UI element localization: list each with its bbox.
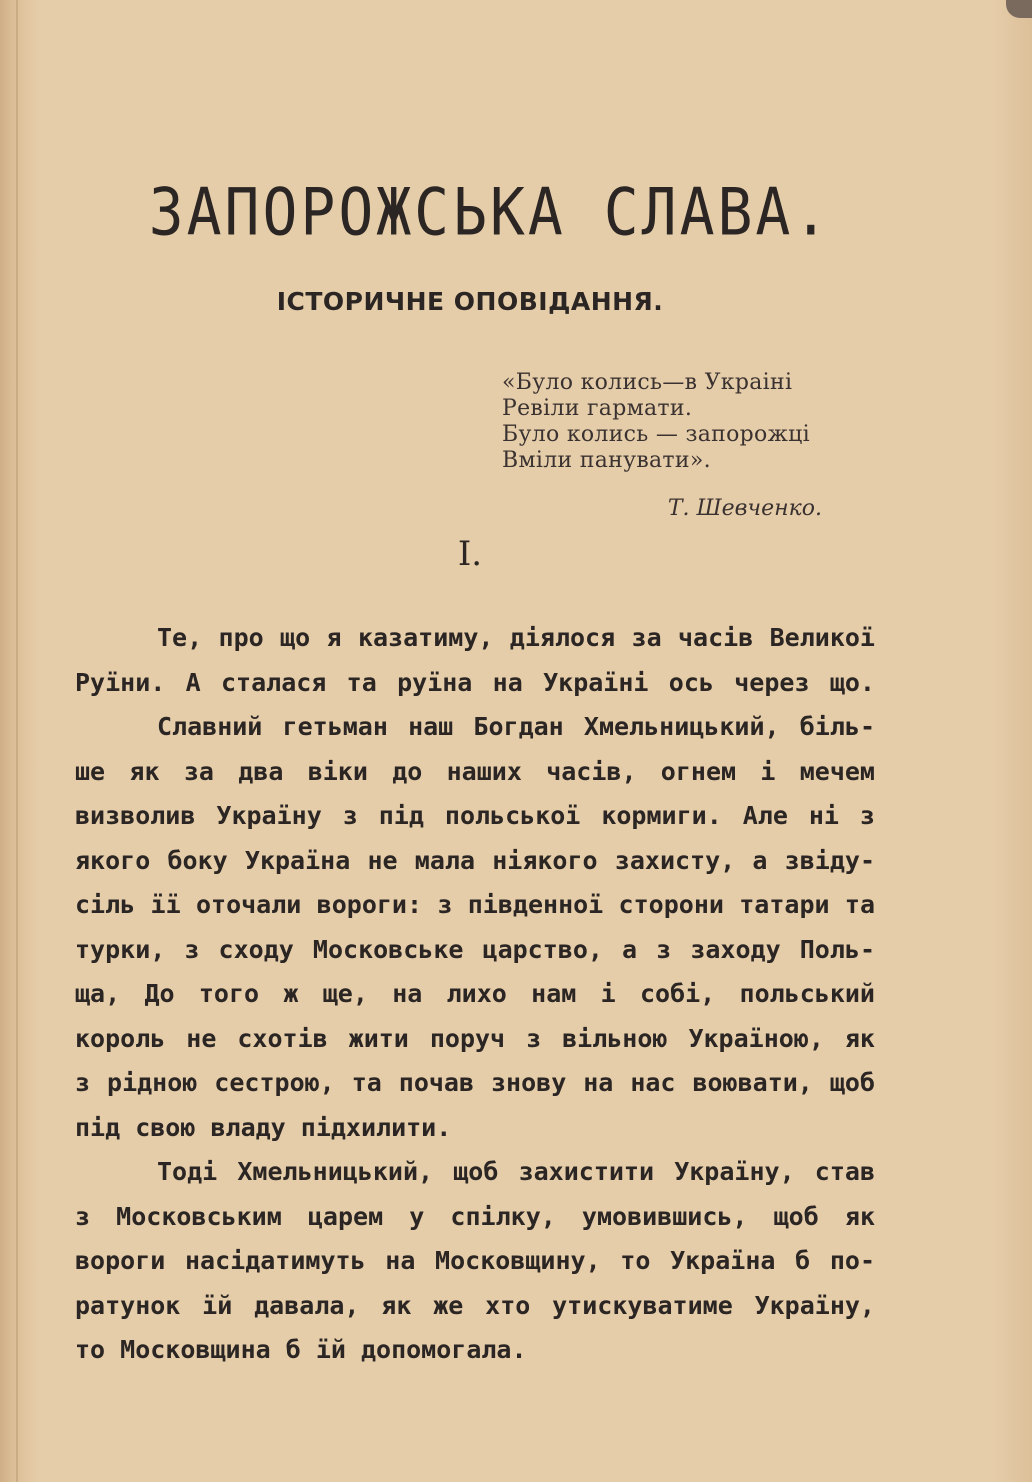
text-line: Тоді Хмельницький, щоб захистити Україну, став <box>157 1157 875 1186</box>
page-corner-shadow <box>1006 0 1032 18</box>
epigraph-author: Т. Шевченко. <box>667 496 822 521</box>
chapter-number: I. <box>457 534 483 574</box>
epigraph-line: «Було колись—в Украіні <box>502 370 793 395</box>
text-line: з Московським царем у спілку, умовившись, щоб як <box>75 1201 875 1231</box>
text-line: визволив Україну з під польської кормиги. Але ні з <box>75 801 875 830</box>
text-line: ше як за два віки до наших часів, огнем і мечем <box>75 756 875 786</box>
text-line: Руїни. А сталася та руїна на Україні ось через що. <box>75 667 875 697</box>
text-line: то Московщина б їй допомогала. <box>75 1335 527 1364</box>
text-line: король не схотів жити поруч з вільною Україною, як <box>75 1023 875 1053</box>
text-line: турки, з сходу Московське царство, а з заходу Поль- <box>75 934 875 964</box>
text-line: ща, До того ж ще, на лихо нам і собі, польський <box>75 979 875 1008</box>
text-line: Те, про що я казатиму, діялося за часів Великої <box>157 623 875 652</box>
epigraph <box>502 370 832 474</box>
story-title: ЗАПОРОЖСЬКА СЛАВА. <box>148 173 832 251</box>
epigraph-line: Вміли панувати». <box>502 448 711 473</box>
text-line: вороги насідатимуть на Московщину, то Україна б по- <box>75 1246 875 1275</box>
text-line: з рідною сестрою, та почав знову на нас воювати, щоб <box>75 1068 875 1097</box>
epigraph-line: Було колись — запорожці <box>502 422 810 447</box>
epigraph-line: Ревіли гармати. <box>502 396 693 421</box>
text-line: сіль її оточали вороги: з південної сторони татари та <box>75 890 875 919</box>
text-line: під свою владу підхилити. <box>75 1112 452 1142</box>
story-text <box>75 616 875 1373</box>
text-line: ратунок їй давала, як же хто утискуватиме Україну, <box>75 1290 875 1320</box>
story-subtitle: ІСТОРИЧНЕ ОПОВІДАННЯ. <box>276 287 664 316</box>
text-line: якого боку Україна не мала ніякого захисту, а звіду- <box>75 845 875 875</box>
text-line: Славний гетьман наш Богдан Хмельницький, біль- <box>157 712 875 741</box>
